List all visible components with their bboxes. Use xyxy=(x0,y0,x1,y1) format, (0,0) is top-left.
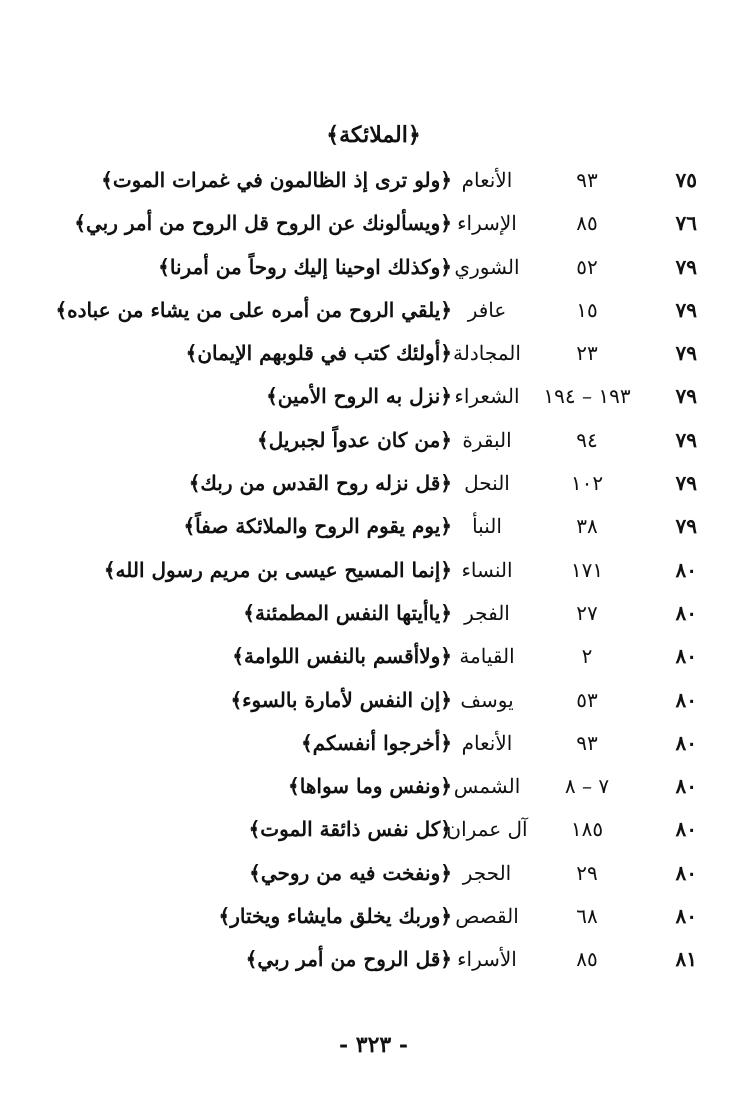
ayah-number: ١٩٣ – ١٩٤ xyxy=(543,384,631,409)
page-ref: ٧٩ xyxy=(675,341,697,366)
ayah-number: ٥٢ xyxy=(576,254,598,279)
table-row xyxy=(0,941,747,984)
page-ref: ٨٠ xyxy=(675,557,697,582)
table-row xyxy=(0,768,747,811)
page-ref: ٨٠ xyxy=(675,860,697,885)
verse-text: ﴿ويسألونك عن الروح قل الروح من أمر ربي﴾ xyxy=(74,211,452,236)
surah-name: الشوري xyxy=(454,254,520,279)
page-ref: ٧٩ xyxy=(675,297,697,322)
surah-name: الحجر xyxy=(462,860,512,885)
table-row xyxy=(0,855,747,898)
verse-text: ﴿ولاأقسم بالنفس اللوامة﴾ xyxy=(232,644,452,669)
page-ref: ٨٠ xyxy=(675,817,697,842)
verse-text: ﴿ونفخت فيه من روحي﴾ xyxy=(249,860,452,885)
ayah-number: ١٥ xyxy=(576,297,598,322)
surah-name: الشمس xyxy=(453,774,521,799)
table-row xyxy=(0,508,747,551)
verse-text: ﴿أخرجوا أنفسكم﴾ xyxy=(300,730,452,755)
verse-text: ﴿إنما المسيح عيسى بن مريم رسول الله﴾ xyxy=(103,557,452,582)
surah-name: البقرة xyxy=(462,427,512,452)
ayah-number: ٣٨ xyxy=(576,514,598,539)
ayah-number: ٢٧ xyxy=(576,600,598,625)
table-row xyxy=(0,292,747,335)
page-ref: ٧٦ xyxy=(675,211,697,236)
surah-name: الفجر xyxy=(464,600,510,625)
page-ref: ٧٩ xyxy=(675,254,697,279)
table-row xyxy=(0,422,747,465)
table-row xyxy=(0,552,747,595)
ayah-number: ٩٣ xyxy=(576,168,598,192)
surah-name: الإسراء xyxy=(457,211,517,236)
table-row xyxy=(0,898,747,941)
ayah-number: ٩٣ xyxy=(576,730,598,755)
section-title: ﴿الملائكة﴾ xyxy=(326,122,421,148)
verse-text: ﴿قل الروح من أمر ربي﴾ xyxy=(245,947,452,972)
page-ref: ٨٠ xyxy=(675,644,697,669)
surah-name: النحل xyxy=(464,471,510,496)
table-row xyxy=(0,682,747,725)
surah-name: الأنعام xyxy=(461,168,513,192)
ayah-number: ٢٩ xyxy=(576,860,598,885)
surah-name: عافر xyxy=(467,297,507,322)
ayah-number: ٨٥ xyxy=(576,947,598,972)
table-row xyxy=(0,811,747,854)
surah-name: النساء xyxy=(461,557,513,582)
verse-text: ﴿ولو ترى إذ الظالمون في غمرات الموت﴾ xyxy=(101,168,452,192)
table-row xyxy=(0,205,747,248)
verse-text: ﴿يوم يقوم الروح والملائكة صفاً﴾ xyxy=(183,514,452,539)
page-ref: ٧٩ xyxy=(675,471,697,496)
table-row xyxy=(0,378,747,421)
page-ref: ٨٠ xyxy=(675,600,697,625)
verse-text: ﴿من كان عدواً لجبريل﴾ xyxy=(257,427,452,452)
index-table xyxy=(0,162,747,985)
surah-name: يوسف xyxy=(460,687,514,712)
ayah-number: ١٨٥ xyxy=(570,817,604,842)
table-row xyxy=(0,335,747,378)
page-ref: ٨٠ xyxy=(675,904,697,929)
surah-name: المجادلة xyxy=(453,341,521,366)
ayah-number: ٨٥ xyxy=(576,211,598,236)
table-row xyxy=(0,162,747,205)
verse-text: ﴿وكذلك اوحينا إليك روحاً من أمرنا﴾ xyxy=(158,254,452,279)
table-row xyxy=(0,465,747,508)
verse-text: ﴿ونفس وما سواها﴾ xyxy=(288,774,452,799)
verse-text: ﴿يلقي الروح من أمره على من يشاء من عباده﴾ xyxy=(55,297,452,322)
verse-text: ﴿كل نفس ذائقة الموت﴾ xyxy=(248,817,452,842)
page-ref: ٧٩ xyxy=(675,384,697,409)
page-ref: ٨٠ xyxy=(675,730,697,755)
ayah-number: ٧ – ٨ xyxy=(564,774,610,799)
ayah-number: ١٠٢ xyxy=(570,471,604,496)
table-row xyxy=(0,595,747,638)
page-ref: ٨١ xyxy=(675,947,697,972)
page-ref: ٧٩ xyxy=(675,427,697,452)
surah-name: الشعراء xyxy=(454,384,520,409)
surah-name: النبأ xyxy=(472,514,502,539)
ayah-number: ٢ xyxy=(581,644,593,669)
verse-text: ﴿نزل به الروح الأمين﴾ xyxy=(266,384,452,409)
verse-text: ﴿ياأيتها النفس المطمئنة﴾ xyxy=(243,600,452,625)
ayah-number: ٩٤ xyxy=(576,427,598,452)
ayah-number: ٥٣ xyxy=(576,687,598,712)
verse-text: ﴿أولئك كتب في قلوبهم الإيمان﴾ xyxy=(185,341,452,366)
table-row xyxy=(0,638,747,681)
page-ref: ٧٩ xyxy=(675,514,697,539)
ayah-number: ١٧١ xyxy=(570,557,604,582)
table-row xyxy=(0,725,747,768)
verse-text: ﴿إن النفس لأمارة بالسوء﴾ xyxy=(230,687,452,712)
page-ref: ٨٠ xyxy=(675,774,697,799)
page-ref: ٧٥ xyxy=(675,168,697,192)
table-row xyxy=(0,249,747,292)
verse-text: ﴿وربك يخلق مايشاء ويختار﴾ xyxy=(218,904,452,929)
surah-name: الأسراء xyxy=(457,947,517,972)
surah-name: الأنعام xyxy=(461,730,513,755)
surah-name: القيامة xyxy=(459,644,515,669)
page-number: - ٣٢٣ - xyxy=(338,1032,409,1058)
verse-text: ﴿قل نزله روح القدس من ربك﴾ xyxy=(188,471,452,496)
surah-name: آل عمران xyxy=(446,817,528,842)
ayah-number: ٢٣ xyxy=(576,341,598,366)
surah-name: القصص xyxy=(455,904,519,929)
ayah-number: ٦٨ xyxy=(576,904,598,929)
page-ref: ٨٠ xyxy=(675,687,697,712)
